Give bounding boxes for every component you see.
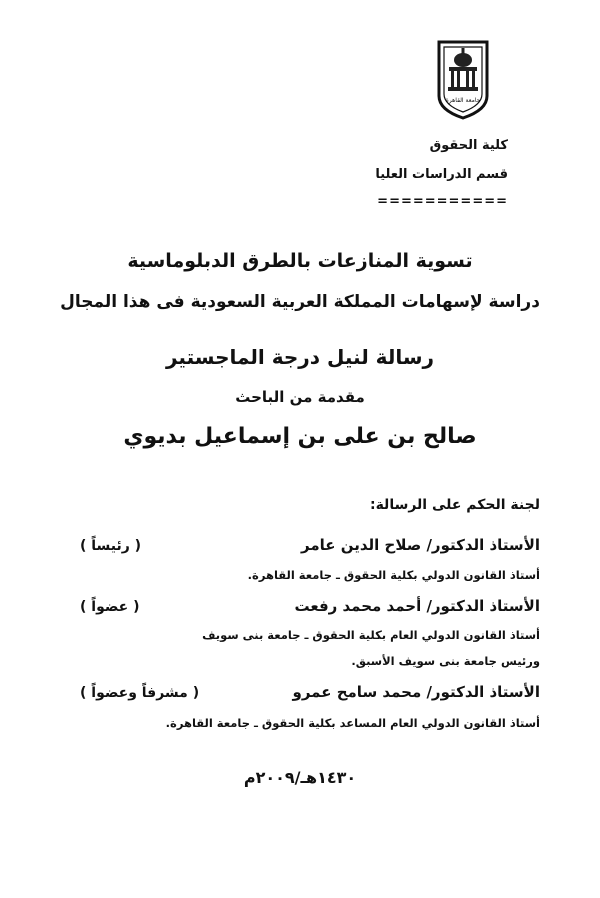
degree-statement: رسالة لنيل درجة الماجستير [165,345,435,369]
committee-member-name: الأستاذ الدكتور/ محمد سامح عمرو [292,683,540,701]
thesis-title: تسوية المنازعات بالطرق الدبلوماسية [127,250,473,272]
department-name: قسم الدراسات العليا [375,167,508,182]
committee-heading: لجنة الحكم على الرسالة: [369,497,540,513]
committee-member-name: الأستاذ الدكتور/ أحمد محمد رفعت [294,597,540,615]
committee-member-role: ( مشرفاً وعضواً ) [80,685,200,701]
committee-member-description: أستاذ القانون الدولي العام المساعد بكلية الحقوق ـ جامعة القاهرة. [165,716,540,730]
committee-member-description: ورئيس جامعة بنى سويف الأسبق. [351,654,540,668]
logo-caption: جامعة القاهرة [445,97,481,104]
committee-member-description: أستاذ القانون الدولي العام بكلية الحقوق ـ جامعة بنى سويف [202,628,540,642]
committee-member-role: ( رئيساً ) [80,538,142,554]
thesis-subtitle: دراسة لإسهامات المملكة العربية السعودية فى هذا المجال [60,292,540,312]
committee-member-role: ( عضواً ) [80,599,140,615]
faculty-name: كلية الحقوق [429,138,508,153]
submission-date: ١٤٣٠هـ/٢٠٠٩م [243,768,357,787]
cairo-university-logo-icon [437,40,489,120]
researcher-name: صالح بن على بن إسماعيل بديوي [123,424,477,449]
committee-member-name: الأستاذ الدكتور/ صلاح الدين عامر [301,536,540,554]
committee-member-description: أستاذ القانون الدولي بكلية الحقوق ـ جامعة القاهرة. [247,568,540,582]
separator-line: =========== [377,194,508,209]
presented-by: مقدمة من الباحث [235,388,365,406]
